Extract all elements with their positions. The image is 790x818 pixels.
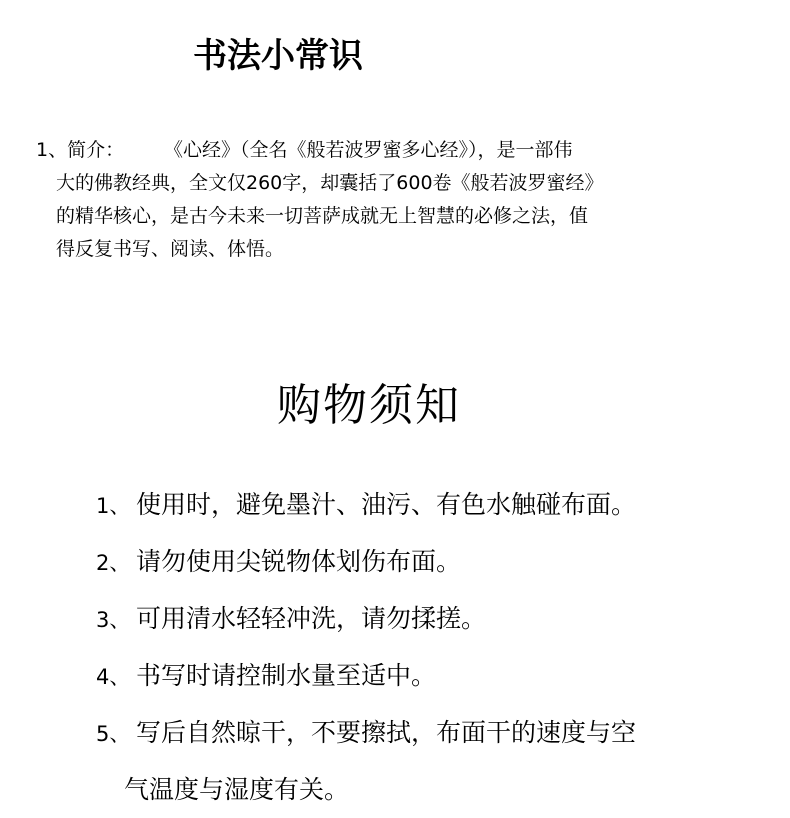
shopping-notice-title: 购物须知	[277, 380, 461, 431]
intro-label: 1、简介：	[36, 139, 125, 161]
list-item	[96, 704, 776, 761]
intro-text: 《心经》（全名《般若波罗蜜多心经》），是一部伟	[164, 139, 573, 161]
item-number: 3、	[96, 608, 131, 632]
list-item	[96, 533, 776, 590]
intro-line-1	[36, 134, 736, 167]
item-text: 写后自然晾干，不要擦拭，布面干的速度与空	[136, 718, 637, 747]
page-title: 书法小常识	[193, 36, 363, 76]
list-item	[96, 590, 776, 647]
list-item-continuation: 气温度与湿度有关。	[124, 775, 350, 804]
item-text: 书写时请控制水量至适中。	[136, 661, 437, 690]
item-text: 使用时，避免墨汁、油污、有色水触碰布面。	[136, 490, 637, 519]
intro-line-2: 大的佛教经典，全文仅260字，却囊括了600卷《般若波罗蜜经》	[56, 172, 604, 194]
list-item	[96, 647, 776, 704]
item-number: 2、	[96, 551, 131, 575]
item-text: 可用清水轻轻冲洗，请勿揉搓。	[136, 604, 487, 633]
intro-line-4: 得反复书写、阅读、体悟。	[56, 238, 285, 260]
item-number: 4、	[96, 665, 131, 689]
item-number: 5、	[96, 722, 131, 746]
item-number: 1、	[96, 494, 131, 518]
item-text: 请勿使用尖锐物体划伤布面。	[136, 547, 462, 576]
list-item	[96, 476, 776, 533]
intro-section	[36, 134, 736, 266]
intro-line-3: 的精华核心，是古今未来一切菩萨成就无上智慧的必修之法，值	[56, 205, 589, 227]
shopping-notes-list	[96, 476, 776, 818]
